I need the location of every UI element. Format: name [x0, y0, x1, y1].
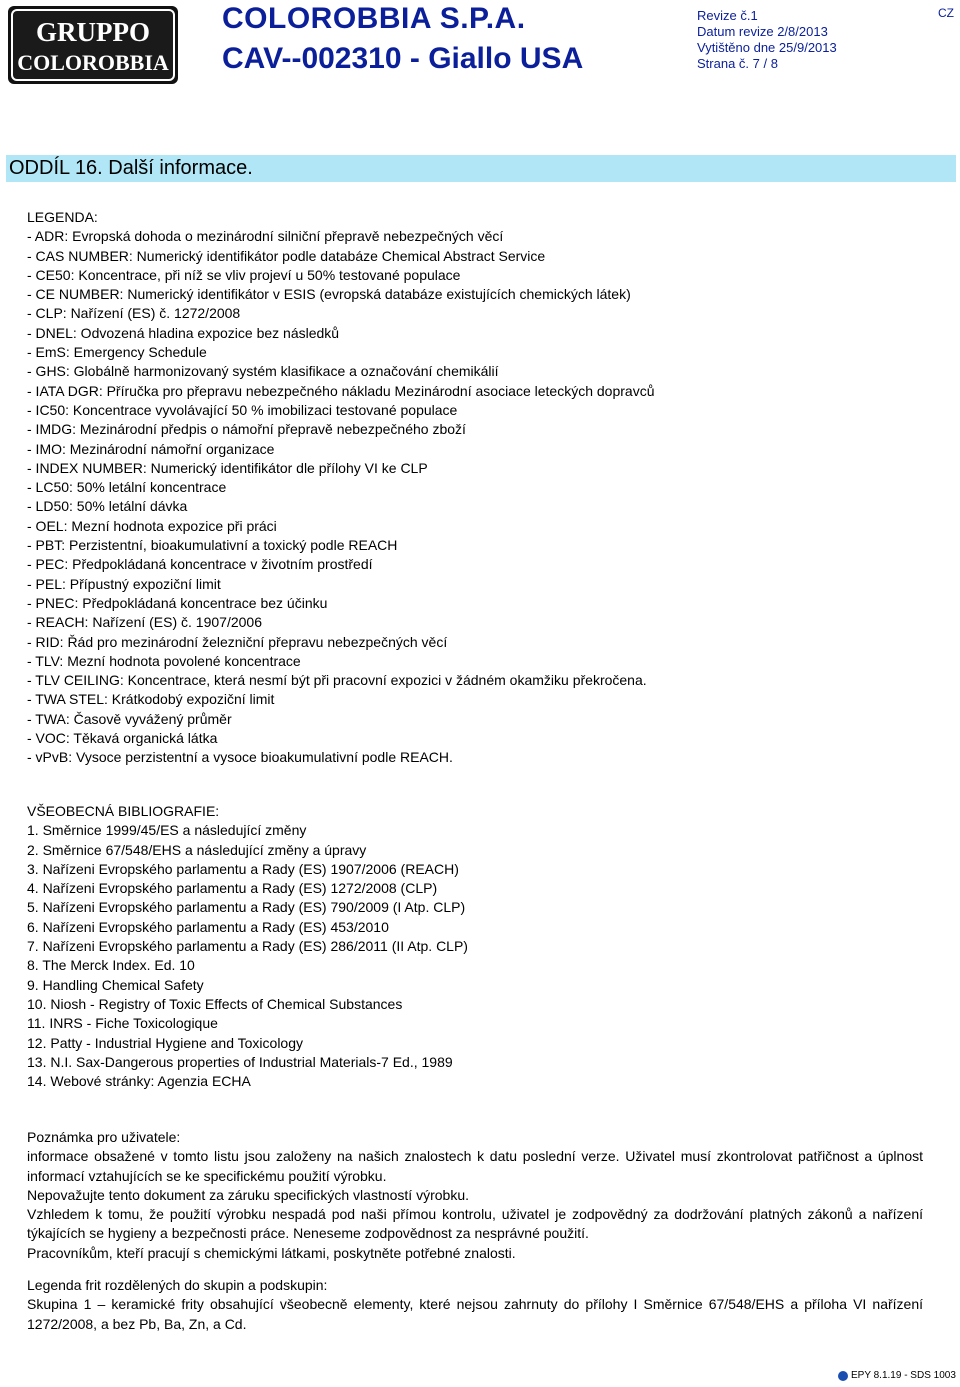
bibliography-item: 1. Směrnice 1999/45/ES a následující změny [27, 822, 307, 839]
bibliography-item: 12. Patty - Industrial Hygiene and Toxicology [27, 1034, 304, 1051]
legend-item: - CAS NUMBER: Numerický identifikátor podle databáze Chemical Abstract Service [27, 247, 546, 264]
logo-line2: COLOROBBIA [17, 50, 169, 75]
footer [838, 1370, 956, 1381]
footer-logo-icon [838, 1371, 848, 1381]
user-note-paragraph: informace obsažené v tomto listu jsou založeny na našich znalostech k datu poslední verze. Uživatel musí zkontrolovat patřičnost a úplnost informací vztahujících se ke specifickému použití výrobku. [27, 1148, 923, 1184]
legend-item: - CE50: Koncentrace, při níž se vliv projeví u 50% testované populace [27, 266, 461, 283]
revision: Revize č.1 [697, 8, 758, 23]
legend-item: - TLV: Mezní hodnota povolené koncentrace [27, 652, 301, 669]
legend-block [27, 208, 654, 768]
bibliography-item: 13. N.I. Sax-Dangerous properties of Industrial Materials-7 Ed., 1989 [27, 1053, 453, 1070]
document-meta [697, 8, 837, 72]
legend-item: - EmS: Emergency Schedule [27, 344, 207, 361]
frit-legend-paragraph: Skupina 1 – keramické frity obsahující všeobecně elementy, které nejsou zahrnuty do přílohy I Směrnice 67/548/EHS a příloha VI nařízení 1272/2008, a bez Pb, Ba, Zn, a Cd. [27, 1296, 923, 1332]
legend-item: - LC50: 50% letální koncentrace [27, 479, 227, 496]
legend-item: - RID: Řád pro mezinárodní železniční přepravu nebezpečných věcí [27, 633, 448, 650]
legend-item: - PNEC: Předpokládaná koncentrace bez účinku [27, 594, 328, 611]
bibliography-item: 8. The Merck Index. Ed. 10 [27, 957, 195, 974]
legend-item: - IMDG: Mezinárodní předpis o námořní přepravě nebezpečného zboží [27, 421, 466, 438]
legend-item: - GHS: Globálně harmonizovaný systém klasifikace a označování chemikálií [27, 363, 499, 380]
bibliography-item: 14. Webové stránky: Agenzia ECHA [27, 1073, 251, 1090]
printed-date: Vytištěno dne 25/9/2013 [697, 40, 837, 55]
legend-item: - IMO: Mezinárodní námořní organizace [27, 440, 275, 457]
legend-item: - ADR: Evropská dohoda o mezinárodní silniční přepravě nebezpečných věcí [27, 228, 504, 245]
legend-item: - IC50: Koncentrace vyvolávající 50 % imobilizaci testované populace [27, 401, 458, 418]
footer-code: EPY 8.1.19 - SDS 1003 [851, 1370, 956, 1381]
legend-item: - DNEL: Odvozená hladina expozice bez následků [27, 324, 340, 341]
legend-item: - REACH: Nařízení (ES) č. 1907/2006 [27, 614, 262, 631]
bibliography-item: 11. INRS - Fiche Toxicologique [27, 1015, 218, 1032]
language-code: CZ [938, 6, 954, 20]
page-number: Strana č. 7 / 8 [697, 56, 778, 71]
legend-item: - vPvB: Vysoce perzistentní a vysoce bioakumulativní podle REACH. [27, 749, 453, 766]
user-note-paragraph: Pracovníkům, kteří pracují s chemickými látkami, poskytněte potřebné znalosti. [27, 1244, 516, 1261]
legend-item: - VOC: Těkavá organická látka [27, 730, 218, 747]
user-note-heading: Poznámka pro uživatele: [27, 1129, 181, 1145]
section-header [6, 155, 956, 182]
bibliography-heading: VŠEOBECNÁ BIBLIOGRAFIE: [27, 803, 220, 819]
logo-line1: GRUPPO [36, 17, 150, 47]
legend-item: - PBT: Perzistentní, bioakumulativní a toxický podle REACH [27, 537, 398, 554]
bibliography-item: 3. Nařízeni Evropského parlamentu a Rady (ES) 1907/2006 (REACH) [27, 860, 459, 877]
legend-item: - CLP: Nařízení (ES) č. 1272/2008 [27, 305, 241, 322]
bibliography-item: 10. Niosh - Registry of Toxic Effects of Chemical Substances [27, 995, 403, 1012]
frit-legend-heading: Legenda frit rozdělených do skupin a podskupin: [27, 1277, 328, 1293]
section-title: ODDÍL 16. Další informace. [9, 157, 253, 179]
frit-legend-block [27, 1276, 923, 1334]
legend-item: - TLV CEILING: Koncentrace, která nesmí být při pracovní expozici v žádném okamžiku překročena. [27, 672, 647, 689]
legend-heading: LEGENDA: [27, 209, 98, 225]
bibliography-item: 9. Handling Chemical Safety [27, 976, 204, 993]
revision-date: Datum revize 2/8/2013 [697, 24, 828, 39]
logo-graphic [8, 6, 178, 84]
legend-item: - CE NUMBER: Numerický identifikátor v ESIS (evropská databáze existujících chemických látek) [27, 286, 631, 303]
user-note-paragraph: Vzhledem k tomu, že použití výrobku nespadá pod naši přímou kontrolu, uživatel je zodpovědný za dodržování platných zákonů a nařízení týkajících se hygieny a bezpečnosti práce. Neneseme zodpovědnost za nesprávné použití. [27, 1206, 923, 1242]
legend-item: - TWA STEL: Krátkodobý expoziční limit [27, 691, 275, 708]
legend-item: - INDEX NUMBER: Numerický identifikátor dle přílohy VI ke CLP [27, 459, 428, 476]
legend-item: - PEC: Předpokládaná koncentrace v životním prostředí [27, 556, 373, 573]
legend-item: - PEL: Přípustný expoziční limit [27, 575, 221, 592]
legend-item: - IATA DGR: Příručka pro přepravu nebezpečného nákladu Mezinárodní asociace leteckých dopravců [27, 382, 655, 399]
company-name: COLOROBBIA S.P.A. [222, 2, 526, 35]
bibliography-item: 4. Nařízeni Evropského parlamentu a Rady (ES) 1272/2008 (CLP) [27, 880, 438, 897]
product-name: CAV--002310 - Giallo USA [222, 42, 584, 75]
bibliography-item: 6. Nařízeni Evropského parlamentu a Rady (ES) 453/2010 [27, 918, 389, 935]
user-note-block [27, 1128, 923, 1263]
user-note-paragraph: Nepovažujte tento dokument za záruku specifických vlastností výrobku. [27, 1186, 469, 1203]
legend-item: - TWA: Časově vyvážený průměr [27, 710, 232, 727]
company-logo [8, 6, 178, 84]
legend-item: - OEL: Mezní hodnota expozice při práci [27, 517, 277, 534]
bibliography-item: 7. Nařízeni Evropského parlamentu a Rady (ES) 286/2011 (II Atp. CLP) [27, 938, 468, 955]
bibliography-item: 2. Směrnice 67/548/EHS a následující změny a úpravy [27, 841, 367, 858]
bibliography-item: 5. Nařízeni Evropského parlamentu a Rady (ES) 790/2009 (I Atp. CLP) [27, 899, 466, 916]
legend-item: - LD50: 50% letální dávka [27, 498, 188, 515]
bibliography-block [27, 802, 468, 1091]
